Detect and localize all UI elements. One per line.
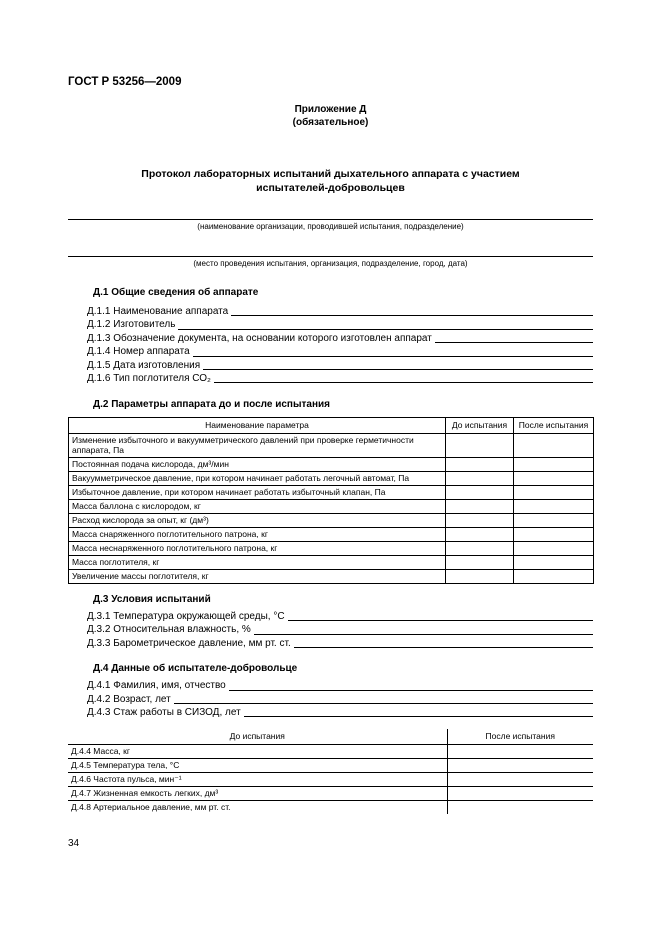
doc-code: ГОСТ Р 53256—2009 bbox=[68, 76, 182, 88]
form-field bbox=[68, 610, 593, 623]
form-field bbox=[68, 679, 593, 692]
params-table bbox=[68, 417, 594, 584]
page-content bbox=[68, 76, 593, 814]
signature-block-organization bbox=[68, 219, 593, 232]
table-row bbox=[69, 485, 594, 499]
cell-param: Д.4.4 Масса, кг bbox=[68, 744, 447, 758]
blank-line bbox=[193, 356, 593, 357]
cell-before bbox=[446, 569, 514, 583]
cell-param: Д.4.5 Температура тела, °С bbox=[68, 758, 447, 772]
document-title-line2: испытателей-добровольцев bbox=[256, 182, 405, 194]
cell-param: Изменение избыточного и вакуумметрического давлений при проверке герметичности аппарата, Па bbox=[69, 433, 446, 457]
field-label: Д.4.1 Фамилия, имя, отчество bbox=[87, 680, 226, 692]
cell-param: Д.4.7 Жизненная емкость легких, дм³ bbox=[68, 786, 447, 800]
cell-before bbox=[446, 555, 514, 569]
cell-param: Масса снаряженного поглотительного патрона, кг bbox=[69, 527, 446, 541]
page-number: 34 bbox=[68, 838, 80, 849]
field-label: Д.1.3 Обозначение документа, на основании которого изготовлен аппарат bbox=[87, 332, 432, 344]
fields-d4 bbox=[68, 679, 593, 719]
table-row bbox=[69, 569, 594, 583]
table-row bbox=[69, 499, 594, 513]
volunteer-table-header-after: После испытания bbox=[447, 729, 593, 744]
cell-after bbox=[514, 457, 594, 471]
cell-param: Масса поглотителя, кг bbox=[69, 555, 446, 569]
table-row bbox=[69, 457, 594, 471]
signature-line bbox=[68, 256, 593, 257]
signature-line bbox=[68, 219, 593, 220]
section-heading-d2: Д.2 Параметры аппарата до и после испытания bbox=[93, 399, 330, 411]
field-label: Д.4.2 Возраст, лет bbox=[87, 693, 171, 705]
cell-before bbox=[446, 527, 514, 541]
cell-before bbox=[446, 485, 514, 499]
blank-line bbox=[229, 690, 593, 691]
fields-d3 bbox=[68, 610, 593, 650]
signature-block-place bbox=[68, 256, 593, 269]
blank-line bbox=[288, 620, 593, 621]
cell-param: Постоянная подача кислорода, дм³/мин bbox=[69, 457, 446, 471]
signature-caption: (место проведения испытания, организация, подразделение, город, дата) bbox=[193, 259, 468, 268]
field-label: Д.1.4 Номер аппарата bbox=[87, 346, 190, 358]
cell-param: Увеличение массы поглотителя, кг bbox=[69, 569, 446, 583]
cell-param: Вакуумметрическое давление, при котором начинает работать легочный автомат, Па bbox=[69, 471, 446, 485]
cell-after bbox=[447, 772, 593, 786]
cell-before bbox=[446, 513, 514, 527]
table-row bbox=[69, 527, 594, 541]
blank-line bbox=[214, 382, 593, 383]
document-title-line1: Протокол лабораторных испытаний дыхательного аппарата с участием bbox=[141, 168, 520, 180]
blank-line bbox=[178, 329, 593, 330]
cell-after bbox=[447, 744, 593, 758]
cell-after bbox=[514, 471, 594, 485]
document-title bbox=[121, 167, 541, 195]
field-label: Д.3.2 Относительная влажность, % bbox=[87, 624, 251, 636]
cell-param: Д.4.6 Частота пульса, мин⁻¹ bbox=[68, 772, 447, 786]
cell-after bbox=[447, 758, 593, 772]
blank-line bbox=[231, 315, 593, 316]
form-field bbox=[68, 623, 593, 636]
cell-before bbox=[446, 499, 514, 513]
params-table-header-after: После испытания bbox=[514, 418, 594, 434]
section-heading-d4: Д.4 Данные об испытателе-добровольце bbox=[93, 663, 298, 675]
cell-after bbox=[514, 513, 594, 527]
cell-before bbox=[446, 457, 514, 471]
fields-d1 bbox=[68, 305, 593, 385]
blank-line bbox=[294, 647, 593, 648]
cell-param: Расход кислорода за опыт, кг (дм³) bbox=[69, 513, 446, 527]
table-row bbox=[69, 513, 594, 527]
blank-line bbox=[254, 634, 593, 635]
volunteer-table-header-row bbox=[68, 729, 593, 744]
cell-after bbox=[514, 527, 594, 541]
table-row bbox=[68, 786, 593, 800]
cell-param: Масса неснаряженного поглотительного патрона, кг bbox=[69, 541, 446, 555]
blank-line bbox=[174, 703, 593, 704]
params-table-header-param: Наименование параметра bbox=[69, 418, 446, 434]
form-field bbox=[68, 345, 593, 358]
section-heading-d1: Д.1 Общие сведения об аппарате bbox=[93, 287, 259, 298]
table-row bbox=[69, 555, 594, 569]
cell-after bbox=[514, 433, 594, 457]
form-field bbox=[68, 706, 593, 719]
table-row bbox=[69, 433, 594, 457]
field-label: Д.1.6 Тип поглотителя СО₂ bbox=[87, 373, 211, 385]
cell-after bbox=[514, 485, 594, 499]
form-field bbox=[68, 332, 593, 345]
cell-after bbox=[514, 555, 594, 569]
form-field bbox=[68, 693, 593, 706]
cell-param: Д.4.8 Артериальное давление, мм рт. ст. bbox=[68, 800, 447, 814]
blank-line bbox=[244, 716, 593, 717]
table-row bbox=[68, 758, 593, 772]
cell-before bbox=[446, 541, 514, 555]
cell-before bbox=[446, 471, 514, 485]
table-row bbox=[69, 471, 594, 485]
cell-after bbox=[514, 569, 594, 583]
field-label: Д.1.1 Наименование аппарата bbox=[87, 306, 229, 317]
form-field bbox=[68, 318, 593, 331]
blank-line bbox=[203, 369, 593, 370]
table-row bbox=[68, 800, 593, 814]
appendix-note: (обязательное) bbox=[292, 117, 369, 128]
cell-after bbox=[447, 800, 593, 814]
field-label: Д.3.1 Температура окружающей среды, °С bbox=[87, 610, 285, 622]
cell-before bbox=[446, 433, 514, 457]
form-field bbox=[68, 305, 593, 318]
volunteer-table bbox=[68, 729, 593, 814]
section-heading-d3: Д.3 Условия испытаний bbox=[93, 593, 211, 605]
form-field bbox=[68, 359, 593, 372]
field-label: Д.1.5 Дата изготовления bbox=[87, 359, 201, 371]
volunteer-table-header-before: До испытания bbox=[68, 729, 447, 744]
appendix-block bbox=[68, 103, 593, 129]
signature-caption: (наименование организации, проводившей испытания, подразделение) bbox=[197, 222, 464, 231]
field-label: Д.3.3 Барометрическое давление, мм рт. ст. bbox=[87, 637, 291, 649]
params-table-header-before: До испытания bbox=[446, 418, 514, 434]
cell-param: Масса баллона с кислородом, кг bbox=[69, 499, 446, 513]
blank-line bbox=[435, 342, 593, 343]
cell-after bbox=[447, 786, 593, 800]
form-field bbox=[68, 372, 593, 385]
cell-after bbox=[514, 541, 594, 555]
params-table-header-row bbox=[69, 418, 594, 434]
table-row bbox=[69, 541, 594, 555]
field-label: Д.4.3 Стаж работы в СИЗОД, лет bbox=[87, 706, 241, 718]
table-row bbox=[68, 744, 593, 758]
appendix-label: Приложение Д bbox=[294, 104, 367, 115]
cell-after bbox=[514, 499, 594, 513]
field-label: Д.1.2 Изготовитель bbox=[87, 319, 176, 331]
form-field bbox=[68, 637, 593, 650]
cell-param: Избыточное давление, при котором начинает работать избыточный клапан, Па bbox=[69, 485, 446, 499]
table-row bbox=[68, 772, 593, 786]
